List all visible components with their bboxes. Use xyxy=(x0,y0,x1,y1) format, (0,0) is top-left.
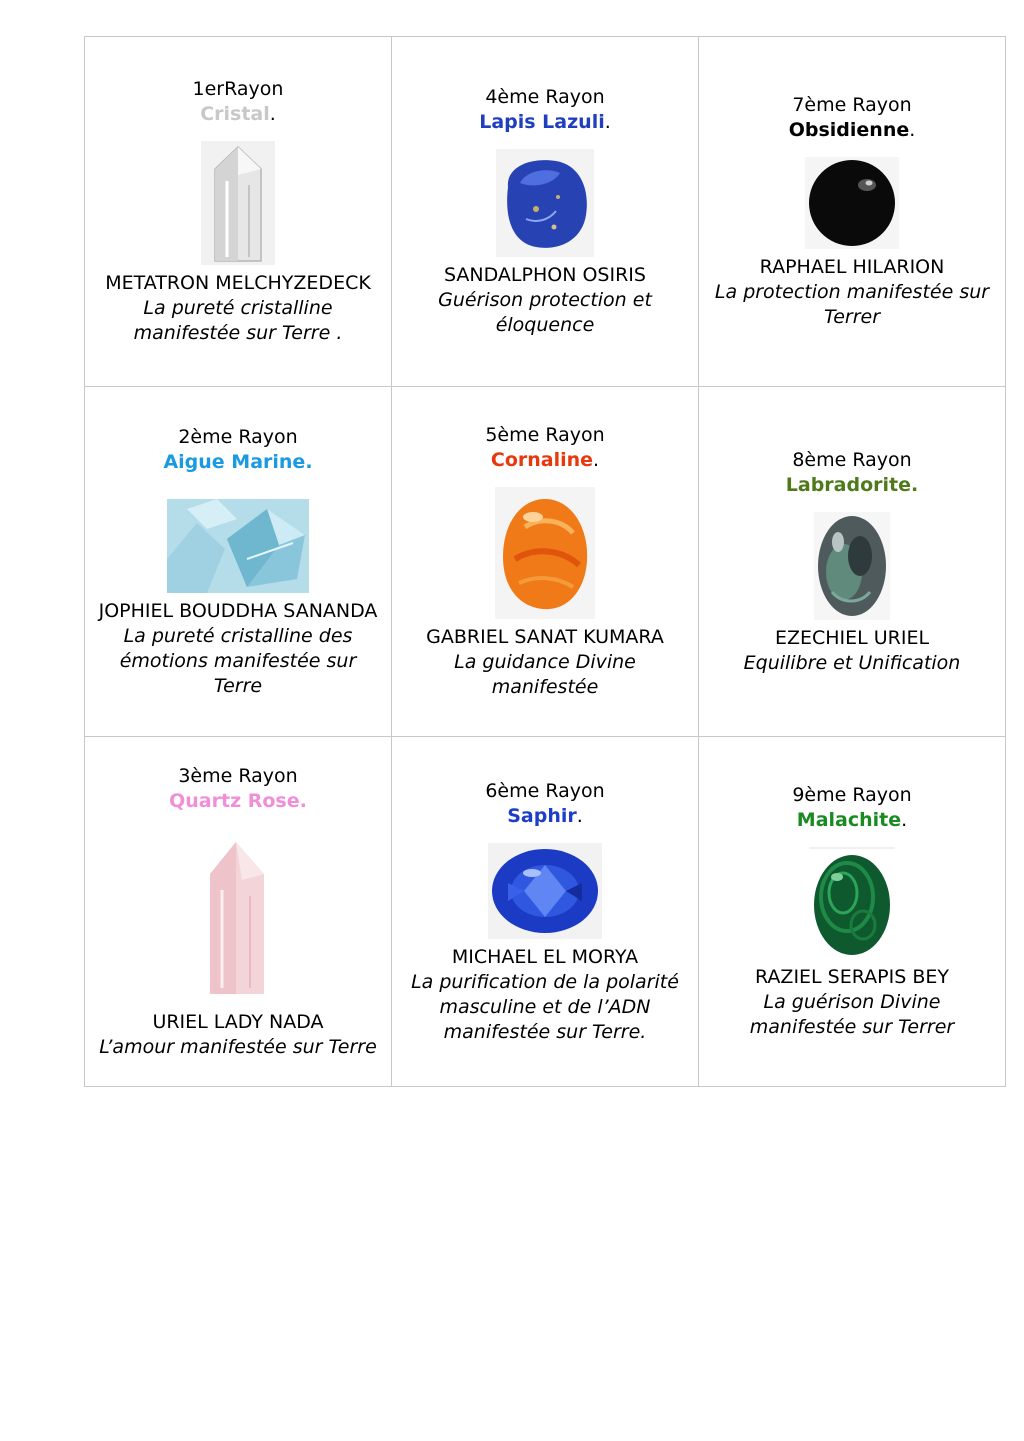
stone-name-text: Aigue Marine. xyxy=(163,450,313,473)
ray-description: La protection manifestée sur Terrer xyxy=(714,281,990,328)
stone-name xyxy=(709,118,995,143)
ray-number: 1erRayon xyxy=(192,78,284,100)
stone-dot: . xyxy=(909,119,916,141)
stone-name-text: Cornaline xyxy=(490,449,594,471)
stone-name xyxy=(709,473,995,498)
stone-name-text: Saphir xyxy=(507,804,577,827)
ray-cell xyxy=(85,737,392,1087)
stone-name-text: Labradorite. xyxy=(785,473,919,496)
rose-quartz-point-icon xyxy=(202,840,274,1000)
ray-description: L’amour manifestée sur Terre xyxy=(99,1035,377,1058)
archangel-names: MICHAEL EL MORYA xyxy=(451,945,639,968)
ray-number: 7ème Rayon xyxy=(792,94,912,116)
ray-cell xyxy=(392,737,699,1087)
stone-name xyxy=(95,102,381,127)
ray-cell xyxy=(699,737,1006,1087)
table-row xyxy=(85,737,1006,1087)
ray-description: La pureté cristalline manifestée sur Terre . xyxy=(133,297,343,344)
stone-name xyxy=(709,808,995,833)
archangel-names: JOPHIEL BOUDDHA SANANDA xyxy=(98,599,378,622)
archangel-names: RAPHAEL HILARION xyxy=(759,256,945,278)
ray-number: 4ème Rayon xyxy=(485,86,605,108)
stone-name-text: Lapis Lazuli xyxy=(479,111,605,133)
ray-number: 6ème Rayon xyxy=(485,779,605,802)
rays-table xyxy=(84,36,1006,1087)
archangel-names: GABRIEL SANAT KUMARA xyxy=(426,626,664,648)
ray-number: 5ème Rayon xyxy=(485,424,605,446)
archangel-names: METATRON MELCHYZEDECK xyxy=(105,272,371,294)
stone-name xyxy=(402,110,688,135)
carnelian-stone-icon xyxy=(495,487,595,619)
malachite-cabochon-icon xyxy=(809,847,895,959)
stone-dot: . xyxy=(901,809,908,831)
ray-cell xyxy=(392,387,699,737)
stone-dot: . xyxy=(269,103,276,125)
obsidian-sphere-icon xyxy=(805,157,899,249)
stone-name xyxy=(402,448,688,473)
stone-name xyxy=(95,789,381,814)
ray-description: La guérison Divine manifestée sur Terrer xyxy=(749,991,955,1038)
stone-name-text: Cristal xyxy=(200,103,270,125)
ray-cell xyxy=(699,387,1006,737)
stone-name xyxy=(402,804,688,829)
ray-description: La pureté cristalline des émotions manifestée sur Terre xyxy=(119,624,357,697)
archangel-names: URIEL LADY NADA xyxy=(152,1010,324,1033)
stone-dot: . xyxy=(576,804,583,827)
archangel-names: RAZIEL SERAPIS BEY xyxy=(755,966,949,988)
ray-description: Equilibre et Unification xyxy=(743,651,961,674)
table-row xyxy=(85,37,1006,387)
archangel-names: EZECHIEL URIEL xyxy=(774,626,930,649)
stone-dot: . xyxy=(593,449,600,471)
stone-dot: . xyxy=(604,111,611,133)
ray-description: La purification de la polarité masculine et de l’ADN manifestée sur Terre. xyxy=(411,970,679,1043)
ray-cell xyxy=(85,37,392,387)
stone-name-text: Quartz Rose. xyxy=(169,789,307,812)
stone-name-text: Obsidienne xyxy=(788,119,910,141)
table-row xyxy=(85,387,1006,737)
stone-name-text: Malachite xyxy=(796,809,902,831)
lapis-lazuli-stone-icon xyxy=(496,149,594,257)
ray-number: 3ème Rayon xyxy=(178,764,298,787)
clear-quartz-crystal-icon xyxy=(201,141,275,265)
ray-cell xyxy=(85,387,392,737)
archangel-names: SANDALPHON OSIRIS xyxy=(444,264,646,286)
ray-description: La guidance Divine manifestée xyxy=(454,651,636,698)
aquamarine-crystal-icon xyxy=(167,499,309,593)
ray-number: 8ème Rayon xyxy=(792,448,912,471)
ray-cell xyxy=(699,37,1006,387)
labradorite-egg-icon xyxy=(814,512,890,620)
sapphire-gem-icon xyxy=(488,843,602,939)
ray-number: 2ème Rayon xyxy=(178,425,298,448)
ray-cell xyxy=(392,37,699,387)
ray-description: Guérison protection et éloquence xyxy=(438,289,652,336)
stone-name xyxy=(95,450,381,475)
ray-number: 9ème Rayon xyxy=(792,784,912,806)
